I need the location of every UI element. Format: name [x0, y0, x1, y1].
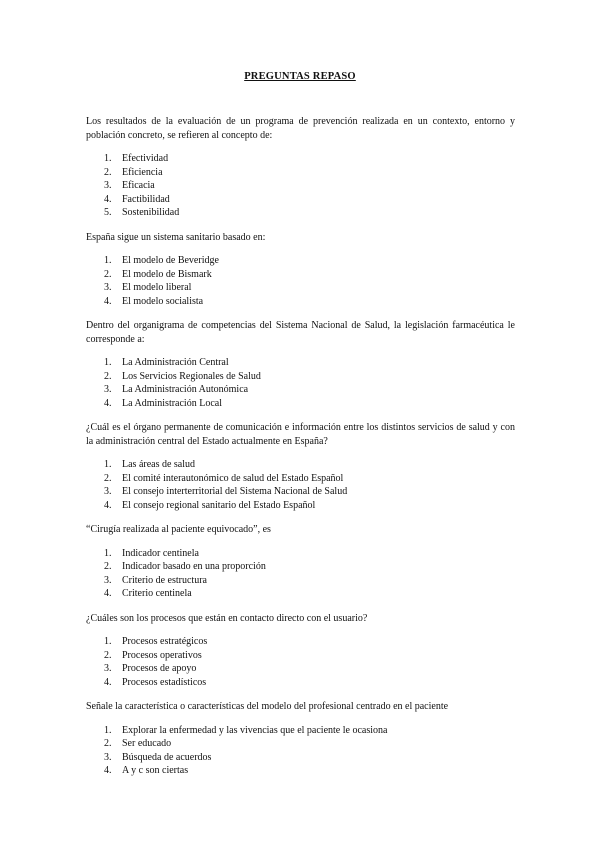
option-number: 2. [104, 472, 112, 484]
option-number: 3. [104, 574, 112, 586]
questions-container [86, 115, 515, 789]
question-1-text: Los resultados de la evaluación de un programa de prevención realizada en un contexto, entorno y población concreto, se refieren al concepto de: [86, 116, 515, 141]
option-item [86, 383, 515, 397]
question-7-options [86, 724, 515, 778]
question-3-text: Dentro del organigrama de competencias del Sistema Nacional de Salud, la legislación farmacéutica le corresponde a: [86, 320, 515, 345]
option-number: 2. [104, 649, 112, 661]
option-text: La Administración Central [122, 357, 229, 368]
option-number: 4. [104, 193, 112, 205]
option-text: Explorar la enfermedad y las vivencias que el paciente le ocasiona [122, 724, 388, 736]
option-text: Criterio de estructura [122, 574, 207, 586]
option-text: El modelo liberal [122, 282, 192, 293]
option-number: 2. [104, 268, 112, 280]
option-number: 1. [104, 724, 112, 736]
option-item [86, 574, 515, 588]
option-number: 5. [104, 207, 112, 218]
option-number: 4. [104, 765, 112, 776]
option-number: 1. [104, 357, 112, 368]
option-text: Eficiencia [122, 166, 163, 178]
question-7-text: Señale la característica o características del modelo del profesional centrado en el paciente [86, 701, 449, 712]
option-text: El modelo de Bismark [122, 268, 212, 280]
option-number: 1. [104, 636, 112, 647]
option-number: 4. [104, 397, 112, 409]
option-item [86, 370, 515, 384]
option-item [86, 587, 515, 601]
option-text: Procesos estadísticos [122, 676, 207, 688]
option-text: El modelo socialista [122, 295, 204, 307]
question-5-text: “Cirugía realizada al paciente equivocado”, es [86, 524, 271, 535]
option-number: 3. [104, 663, 112, 674]
option-text: El consejo interterritorial del Sistema Nacional de Salud [122, 486, 348, 497]
option-item [86, 166, 515, 180]
option-item [86, 179, 515, 193]
option-number: 3. [104, 486, 112, 497]
option-text: El modelo de Beveridge [122, 255, 219, 266]
question-6-options [86, 635, 515, 689]
question-4-options [86, 458, 515, 512]
option-number: 1. [104, 547, 112, 559]
option-text: El comité interautonómico de salud del Estado Español [122, 472, 344, 484]
option-text: Criterio centinela [122, 588, 192, 599]
question-2-options [86, 254, 515, 308]
option-item [86, 458, 515, 472]
option-item [86, 499, 515, 513]
option-text: Efectividad [122, 153, 169, 164]
option-number: 2. [104, 738, 112, 749]
option-text: Eficacia [122, 180, 155, 191]
option-text: Los Servicios Regionales de Salud [122, 370, 261, 382]
question-3-options [86, 356, 515, 410]
option-text: Indicador basado en una proporción [122, 561, 266, 572]
option-item [86, 649, 515, 663]
option-text: Búsqueda de acuerdos [122, 751, 212, 763]
option-text: La Administración Local [122, 397, 222, 409]
option-number: 2. [104, 370, 112, 382]
option-number: 4. [104, 499, 112, 511]
option-item [86, 635, 515, 649]
option-item [86, 268, 515, 282]
option-text: Procesos estratégicos [122, 636, 208, 647]
option-item [86, 281, 515, 295]
option-number: 3. [104, 384, 112, 395]
option-item [86, 764, 515, 778]
option-number: 3. [104, 282, 112, 293]
option-text: Indicador centinela [122, 547, 199, 559]
option-number: 4. [104, 588, 112, 599]
option-item [86, 472, 515, 486]
option-number: 3. [104, 751, 112, 763]
option-item [86, 737, 515, 751]
option-item [86, 547, 515, 561]
question-4-text: ¿Cuál es el órgano permanente de comunicación e información entre los distintos servicios de salud y con la administración central del Estado actualmente en España? [86, 422, 515, 447]
option-item [86, 206, 515, 220]
option-text: Procesos de apoyo [122, 663, 197, 674]
option-item [86, 193, 515, 207]
question-5-options [86, 547, 515, 601]
option-number: 1. [104, 153, 112, 164]
option-text: Procesos operativos [122, 649, 202, 661]
option-number: 2. [104, 561, 112, 572]
question-6-text: ¿Cuáles son los procesos que están en contacto directo con el usuario? [86, 612, 368, 624]
option-number: 2. [104, 166, 112, 178]
option-text: Las áreas de salud [122, 459, 196, 470]
option-text: Ser educado [122, 738, 172, 749]
option-item [86, 485, 515, 499]
option-item [86, 295, 515, 309]
option-number: 4. [104, 676, 112, 688]
question-2-text: España sigue un sistema sanitario basado en: [86, 231, 266, 243]
option-number: 1. [104, 255, 112, 266]
page-title: PREGUNTAS REPASO [244, 71, 356, 82]
option-item [86, 560, 515, 574]
option-number: 1. [104, 459, 112, 470]
option-item [86, 676, 515, 690]
option-item [86, 152, 515, 166]
option-item [86, 254, 515, 268]
option-text: A y c son ciertas [122, 765, 189, 776]
option-item [86, 751, 515, 765]
option-item [86, 724, 515, 738]
option-number: 3. [104, 180, 112, 191]
question-1-options [86, 152, 515, 220]
option-text: La Administración Autonómica [122, 384, 249, 395]
option-item [86, 397, 515, 411]
option-number: 4. [104, 295, 112, 307]
option-text: Sostenibilidad [122, 207, 180, 218]
option-item [86, 356, 515, 370]
option-text: El consejo regional sanitario del Estado Español [122, 499, 316, 511]
option-item [86, 662, 515, 676]
option-text: Factibilidad [122, 193, 170, 205]
